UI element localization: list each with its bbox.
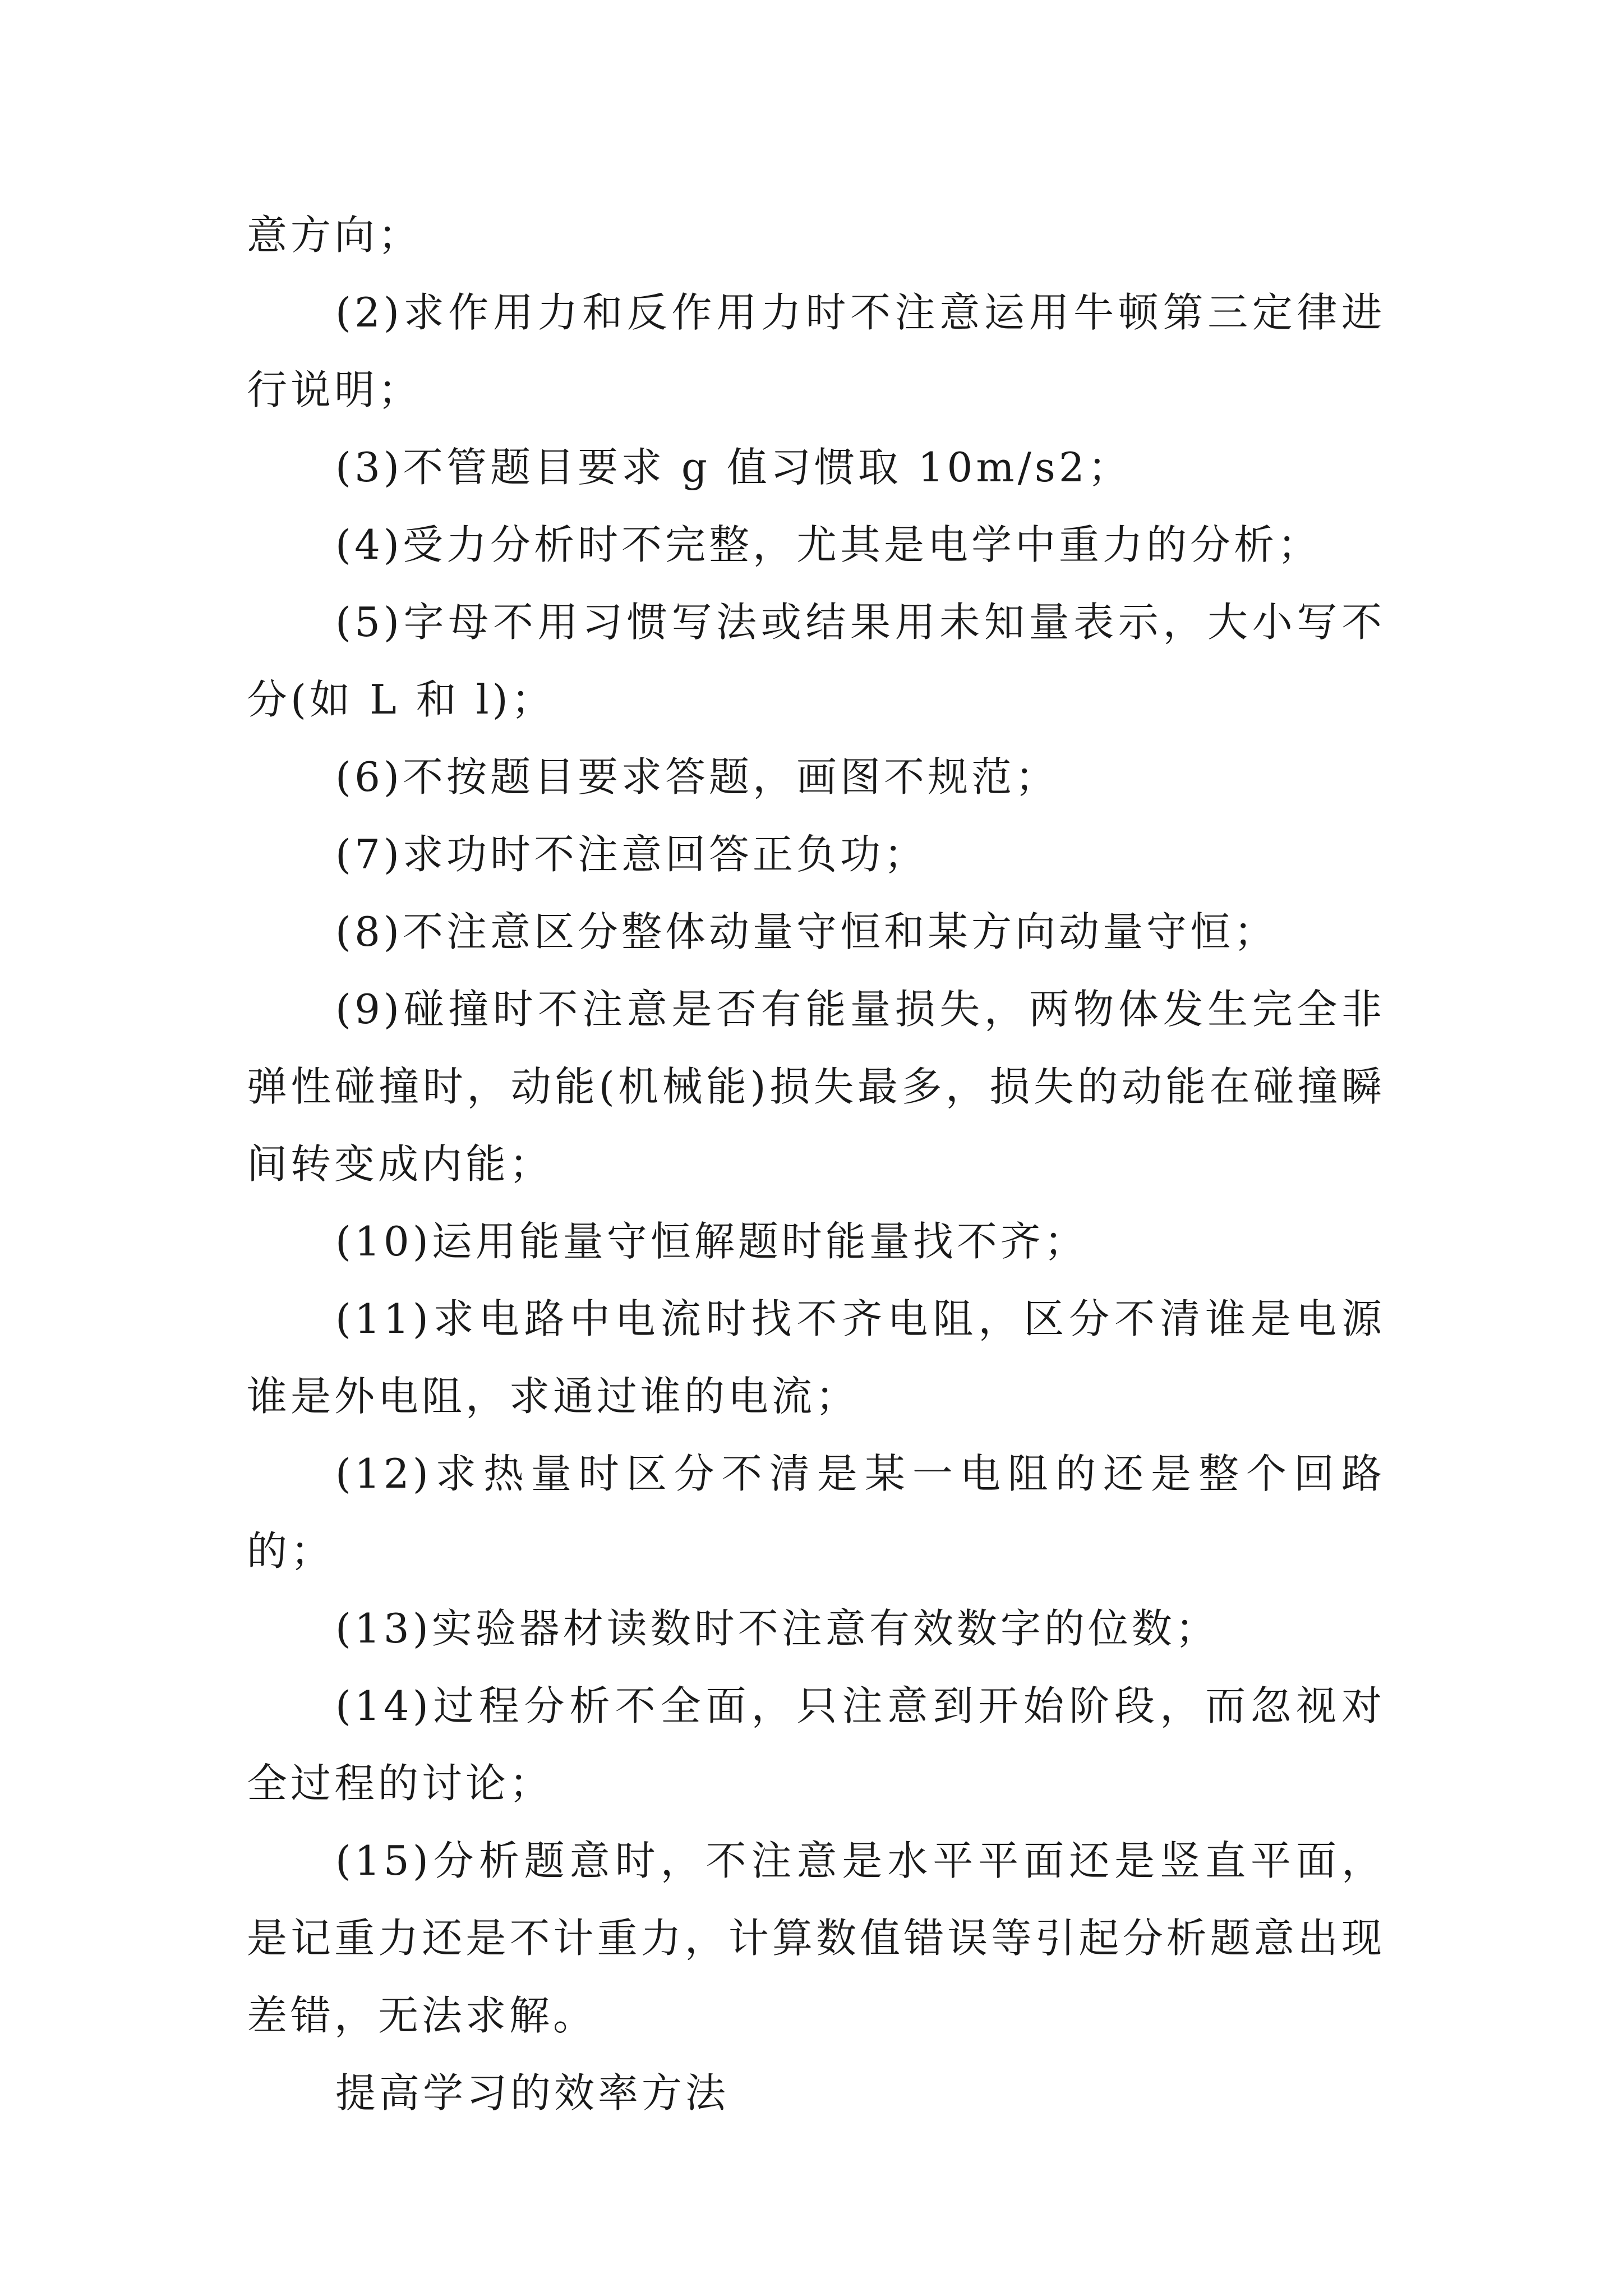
- list-item-9: (9)碰撞时不注意是否有能量损失，两物体发生完全非弹性碰撞时，动能(机械能)损失最多，损失的动能在碰撞瞬间转变成内能；: [247, 986, 1385, 1188]
- list-item-3: (3)不管题目要求 g 值习惯取 10m/s2；: [335, 444, 1132, 491]
- section-heading: 提高学习的效率方法: [335, 2069, 730, 2116]
- list-item-12: (12)求热量时区分不清是某一电阻的还是整个回路的；: [247, 1450, 1385, 1575]
- paragraph-continuation: 意方向；: [247, 211, 422, 259]
- list-item-15: (15)分析题意时，不注意是水平平面还是竖直平面，是记重力还是不计重力，计算数值错误等引起分析题意出现差错，无法求解。: [247, 1837, 1385, 2039]
- list-item-7: (7)求功时不注意回答正负功；: [335, 831, 928, 878]
- list-item-11: (11)求电路中电流时找不齐电阻，区分不清谁是电源谁是外电阻，求通过谁的电流；: [247, 1295, 1385, 1420]
- list-item-4: (4)受力分析时不完整，尤其是电学中重力的分析；: [335, 521, 1321, 568]
- list-item-14: (14)过程分析不全面，只注意到开始阶段，而忽视对全过程的讨论；: [247, 1682, 1385, 1807]
- list-item-5: (5)字母不用习惯写法或结果用未知量表示，大小写不分(如 L 和 l)；: [247, 599, 1385, 723]
- list-item-6: (6)不按题目要求答题，画图不规范；: [335, 753, 1059, 800]
- list-item-10: (10)运用能量守恒解题时能量找不齐；: [335, 1218, 1088, 1265]
- document-body: [247, 196, 1385, 2132]
- list-item-2: (2)求作用力和反作用力时不注意运用牛顿第三定律进行说明；: [247, 289, 1385, 413]
- list-item-8: (8)不注意区分整体动量守恒和某方向动量守恒；: [335, 908, 1278, 955]
- list-item-13: (13)实验器材读数时不注意有效数字的位数；: [335, 1605, 1219, 1652]
